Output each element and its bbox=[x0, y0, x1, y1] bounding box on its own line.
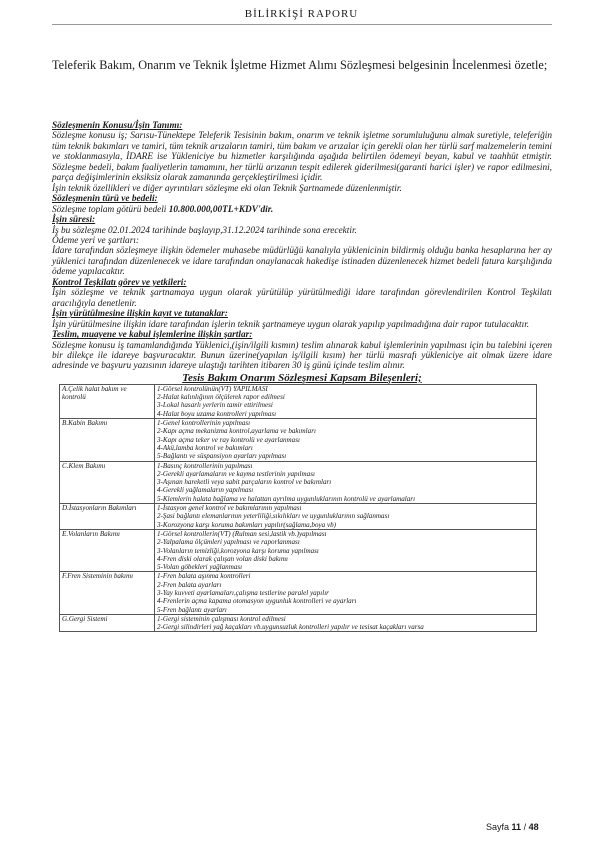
list-item: 1-İstasyon genel kontrol ve bakımlarının yapılması bbox=[157, 504, 302, 513]
type-text-prefix: Sözleşme toplam götürü bedeli bbox=[52, 204, 169, 215]
list-item: 1-Basınç kontrollerinin yapılması bbox=[157, 461, 253, 470]
records-heading: İşin yürütülmesine ilişkin kayıt ve tutanaklar: bbox=[52, 309, 228, 320]
page-separator: / bbox=[523, 822, 527, 832]
document-body bbox=[52, 121, 552, 632]
list-item: 3-Lokal hasarlı yerlerin tamir ettirilmesi bbox=[157, 401, 273, 410]
delivery-heading: Teslim, muayene ve kabul işlemlerine ilişkin şartlar: bbox=[52, 330, 253, 341]
list-item: 1-Görsel kontrolünün(VT) YAPILMASI bbox=[157, 384, 268, 393]
items-cell bbox=[155, 572, 537, 614]
type-heading: Sözleşmenin türü ve bedeli: bbox=[52, 194, 158, 205]
items-cell bbox=[155, 614, 537, 632]
list-item: 1-Gergi sisteminin çalışması kontrol edilmesi bbox=[157, 614, 286, 623]
list-item: 1-Görsel kontrollerin(VT) (Rulman sesi,lastik vb.)yapılması bbox=[157, 529, 327, 538]
items-cell bbox=[155, 461, 537, 503]
table-row bbox=[60, 529, 537, 571]
list-item: 3-Yay kuvveti ayarlamaları,çalışma testlerine paralel yapılır bbox=[157, 589, 329, 597]
delivery-text: Sözleşme konusu iş tamamlandığında Yüklenici,(işin/ilgili kısmın) teslim alınarak kabul işlemlerinin yapılması için bu talebini içeren bir dilekçe ile idareye başvuracaktır. Bunun üzerine(yapılan iş/ilgili kısım) her türlü masrafı yükleniciye ait olmak üzere idare adresinde ve başvuru yazısının idareye ulaştığı tarihten itibaren 30 iş günü içinde teslim alınır. bbox=[52, 340, 552, 372]
items-cell bbox=[155, 419, 537, 461]
list-item: 3-Kapı açma teker ve ray kontrolü ve ayarlanması bbox=[157, 435, 300, 444]
component-cell: F.Fren Sisteminin bakımı bbox=[60, 572, 155, 614]
table-row bbox=[60, 419, 537, 461]
header-divider bbox=[52, 24, 552, 25]
type-text bbox=[52, 205, 552, 215]
items-cell bbox=[155, 384, 537, 418]
list-item: 5-Fren bağlantı ayarları bbox=[157, 605, 227, 614]
scope-table bbox=[59, 384, 537, 633]
list-item: 2-Gergi silindirleri yağ kaçakları vb.uygunsuzluk kontrolleri yapılır ve tesisat kaçakları varsa bbox=[157, 623, 424, 632]
payment-heading: Ödeme yeri ve şartları: bbox=[52, 235, 140, 246]
table-row bbox=[60, 461, 537, 503]
items-cell bbox=[155, 504, 537, 530]
control-heading: Kontrol Teşkilatı görev ve yetkileri: bbox=[52, 277, 187, 288]
scope-table-title: Tesis Bakım Onarım Sözleşmesi Kapsam Bileşenleri; bbox=[182, 371, 422, 384]
component-cell: A.Çelik halat bakım ve kontrolü bbox=[60, 384, 155, 418]
table-row bbox=[60, 614, 537, 632]
intro-paragraph: Teleferik Bakım, Onarım ve Teknik İşletme Hizmet Alımı Sözleşmesi belgesinin İncelenmesi özetle; bbox=[52, 58, 548, 72]
list-item: 4-Akü,lamba kontrol ve bakımları bbox=[157, 443, 253, 452]
list-item: 1-Genel kontrollerinin yapılması bbox=[157, 419, 251, 428]
component-cell: B.Kabin Bakımı bbox=[60, 419, 155, 461]
report-header: BİLİRKİŞİ RAPORU bbox=[244, 8, 359, 20]
list-item: 4-Fren diski olarak çalışan volan diski bakımı bbox=[157, 554, 288, 563]
page-total: 48 bbox=[528, 822, 539, 832]
component-cell: D.İstasyonların Bakımları bbox=[60, 504, 155, 530]
component-cell: C.Klem Bakımı bbox=[60, 461, 155, 503]
duration-heading: İşin süresi: bbox=[52, 215, 96, 226]
list-item: 5-Volan göbekleri yağlanması bbox=[157, 563, 243, 572]
control-text: İşin sözleşme ve teknik şartnamaya uygun olarak yürütülüp yürütülmediği idare tarafından görevlendirilen Kontrol Teşkilatı aracılığıyla denetlenir. bbox=[52, 288, 552, 309]
component-cell: G.Gergi Sistemi bbox=[60, 614, 155, 632]
items-cell bbox=[155, 529, 537, 571]
list-item: 4-Halat boyu uzama kontrolleri yapılması bbox=[157, 409, 277, 418]
list-item: 3-Aşınan hareketli veya sabit parçaların kontrol ve bakımları bbox=[157, 478, 332, 487]
list-item: 2-Fren balata ayarları bbox=[157, 580, 222, 589]
component-cell: E.Volanların Bakımı bbox=[60, 529, 155, 571]
duration-text: İş bu sözleşme 02.01.2024 tarihinde başlayıp,31.12.2024 tarihinde sona erecektir. bbox=[52, 225, 357, 236]
page-number: 11 bbox=[511, 822, 522, 832]
list-item: 3-Korozyona karşı koruma bakımları yapılır(sağlama,boya vb) bbox=[157, 520, 337, 529]
list-item: 2-Yalpalama ölçümleri yapılması ve raporlanması bbox=[157, 538, 300, 547]
table-row bbox=[60, 384, 537, 418]
scope-text-2: İşin teknik özellikleri ve diğer ayrıntıları sözleşme eki olan Teknik Şartnamede düzenlenmiştir. bbox=[52, 183, 402, 194]
contract-amount: 10.800.000,00TL+KDV'dir. bbox=[168, 204, 274, 215]
list-item: 4-Frenlerin açma kapama otomasyon uygunluk kontrolleri ve ayarları bbox=[157, 597, 357, 606]
scope-heading: Sözleşmenin Konusu/İşin Tanımı: bbox=[52, 121, 183, 131]
scope-text: Sözleşme konusu iş; Sarısu-Tünektepe Teleferik Tesisinin bakım, onarım ve teknik işletme sorumluluğunu almak suretiyle, teleferiğin tüm teknik bakımları ve tamiri, tüm teknik arızaların tamiri, tüm bakım ve arızalar için gerekli olan her türlü sarf malzemelerin temini ve stoklanmasıyla, İDARE ise Yükleniciye bu hizmetler karşılığında aşağıda belirtilen ödemeyi beyan, kabul ve taahhüt etmiştir. Sözleşme bedeli, bakım faaliyetlerin tamamını, her türlü arızanın tespit edilerek giderilmesi(garanti harici işler) ve rapor edilmesini, parça değişimlerinin eksiksiz olarak zamanında gerçekleştirilmesi içidir. bbox=[52, 131, 552, 184]
list-item: 2-Şasi bağlantı elemanlarının yeterliliği,sıkılıkları ve uygunluklarının sağlanması bbox=[157, 512, 390, 521]
table-row bbox=[60, 572, 537, 614]
list-item: 1-Fren balata aşınma kontrolleri bbox=[157, 572, 251, 581]
scope-table-body bbox=[60, 384, 537, 632]
list-item: 3-Volanların temizliği,korozyona karşı koruma yapılması bbox=[157, 546, 319, 555]
list-item: 2-Halat kalınlığının ölçülerek rapor edilmesi bbox=[157, 393, 285, 402]
records-text: İşin yürütülmesine ilişkin idare tarafından işlerin teknik şartnameye uygun olarak yapılıp yapılmadığına dair rapor tutulacaktır. bbox=[52, 319, 530, 330]
list-item: 2-Gerekli ayarlamaların ve kayma testlerinin yapılması bbox=[157, 469, 315, 478]
list-item: 5-Bağlantı ve süspansiyon ayarları yapılması bbox=[157, 452, 287, 461]
payment-text: İdare tarafından sözleşmeye ilişkin ödemeler muhasebe müdürlüğü kanalıyla yüklenicinin bildirmiş olduğu banka hesaplarına her ay yüklenici tarafından düzenlenecek ve idare tarafından onaylanacak hakedişe istinaden düzenlenecek hizmet bedeli fatura karşılığında ödeme yapılacaktır. bbox=[52, 246, 552, 278]
table-row bbox=[60, 504, 537, 530]
list-item: 2-Kapı açma mekanizma kontrol,ayarlama ve bakımları bbox=[157, 427, 316, 436]
list-item: 5-Klemlerin halata bağlama ve halattan ayrılma uygunluklarının kontrolü ve ayarlamaları bbox=[157, 494, 416, 503]
list-item: 4-Gerekli yağlamaların yapılması bbox=[157, 486, 254, 495]
page-footer bbox=[486, 822, 539, 832]
page-label: Sayfa bbox=[486, 822, 510, 832]
